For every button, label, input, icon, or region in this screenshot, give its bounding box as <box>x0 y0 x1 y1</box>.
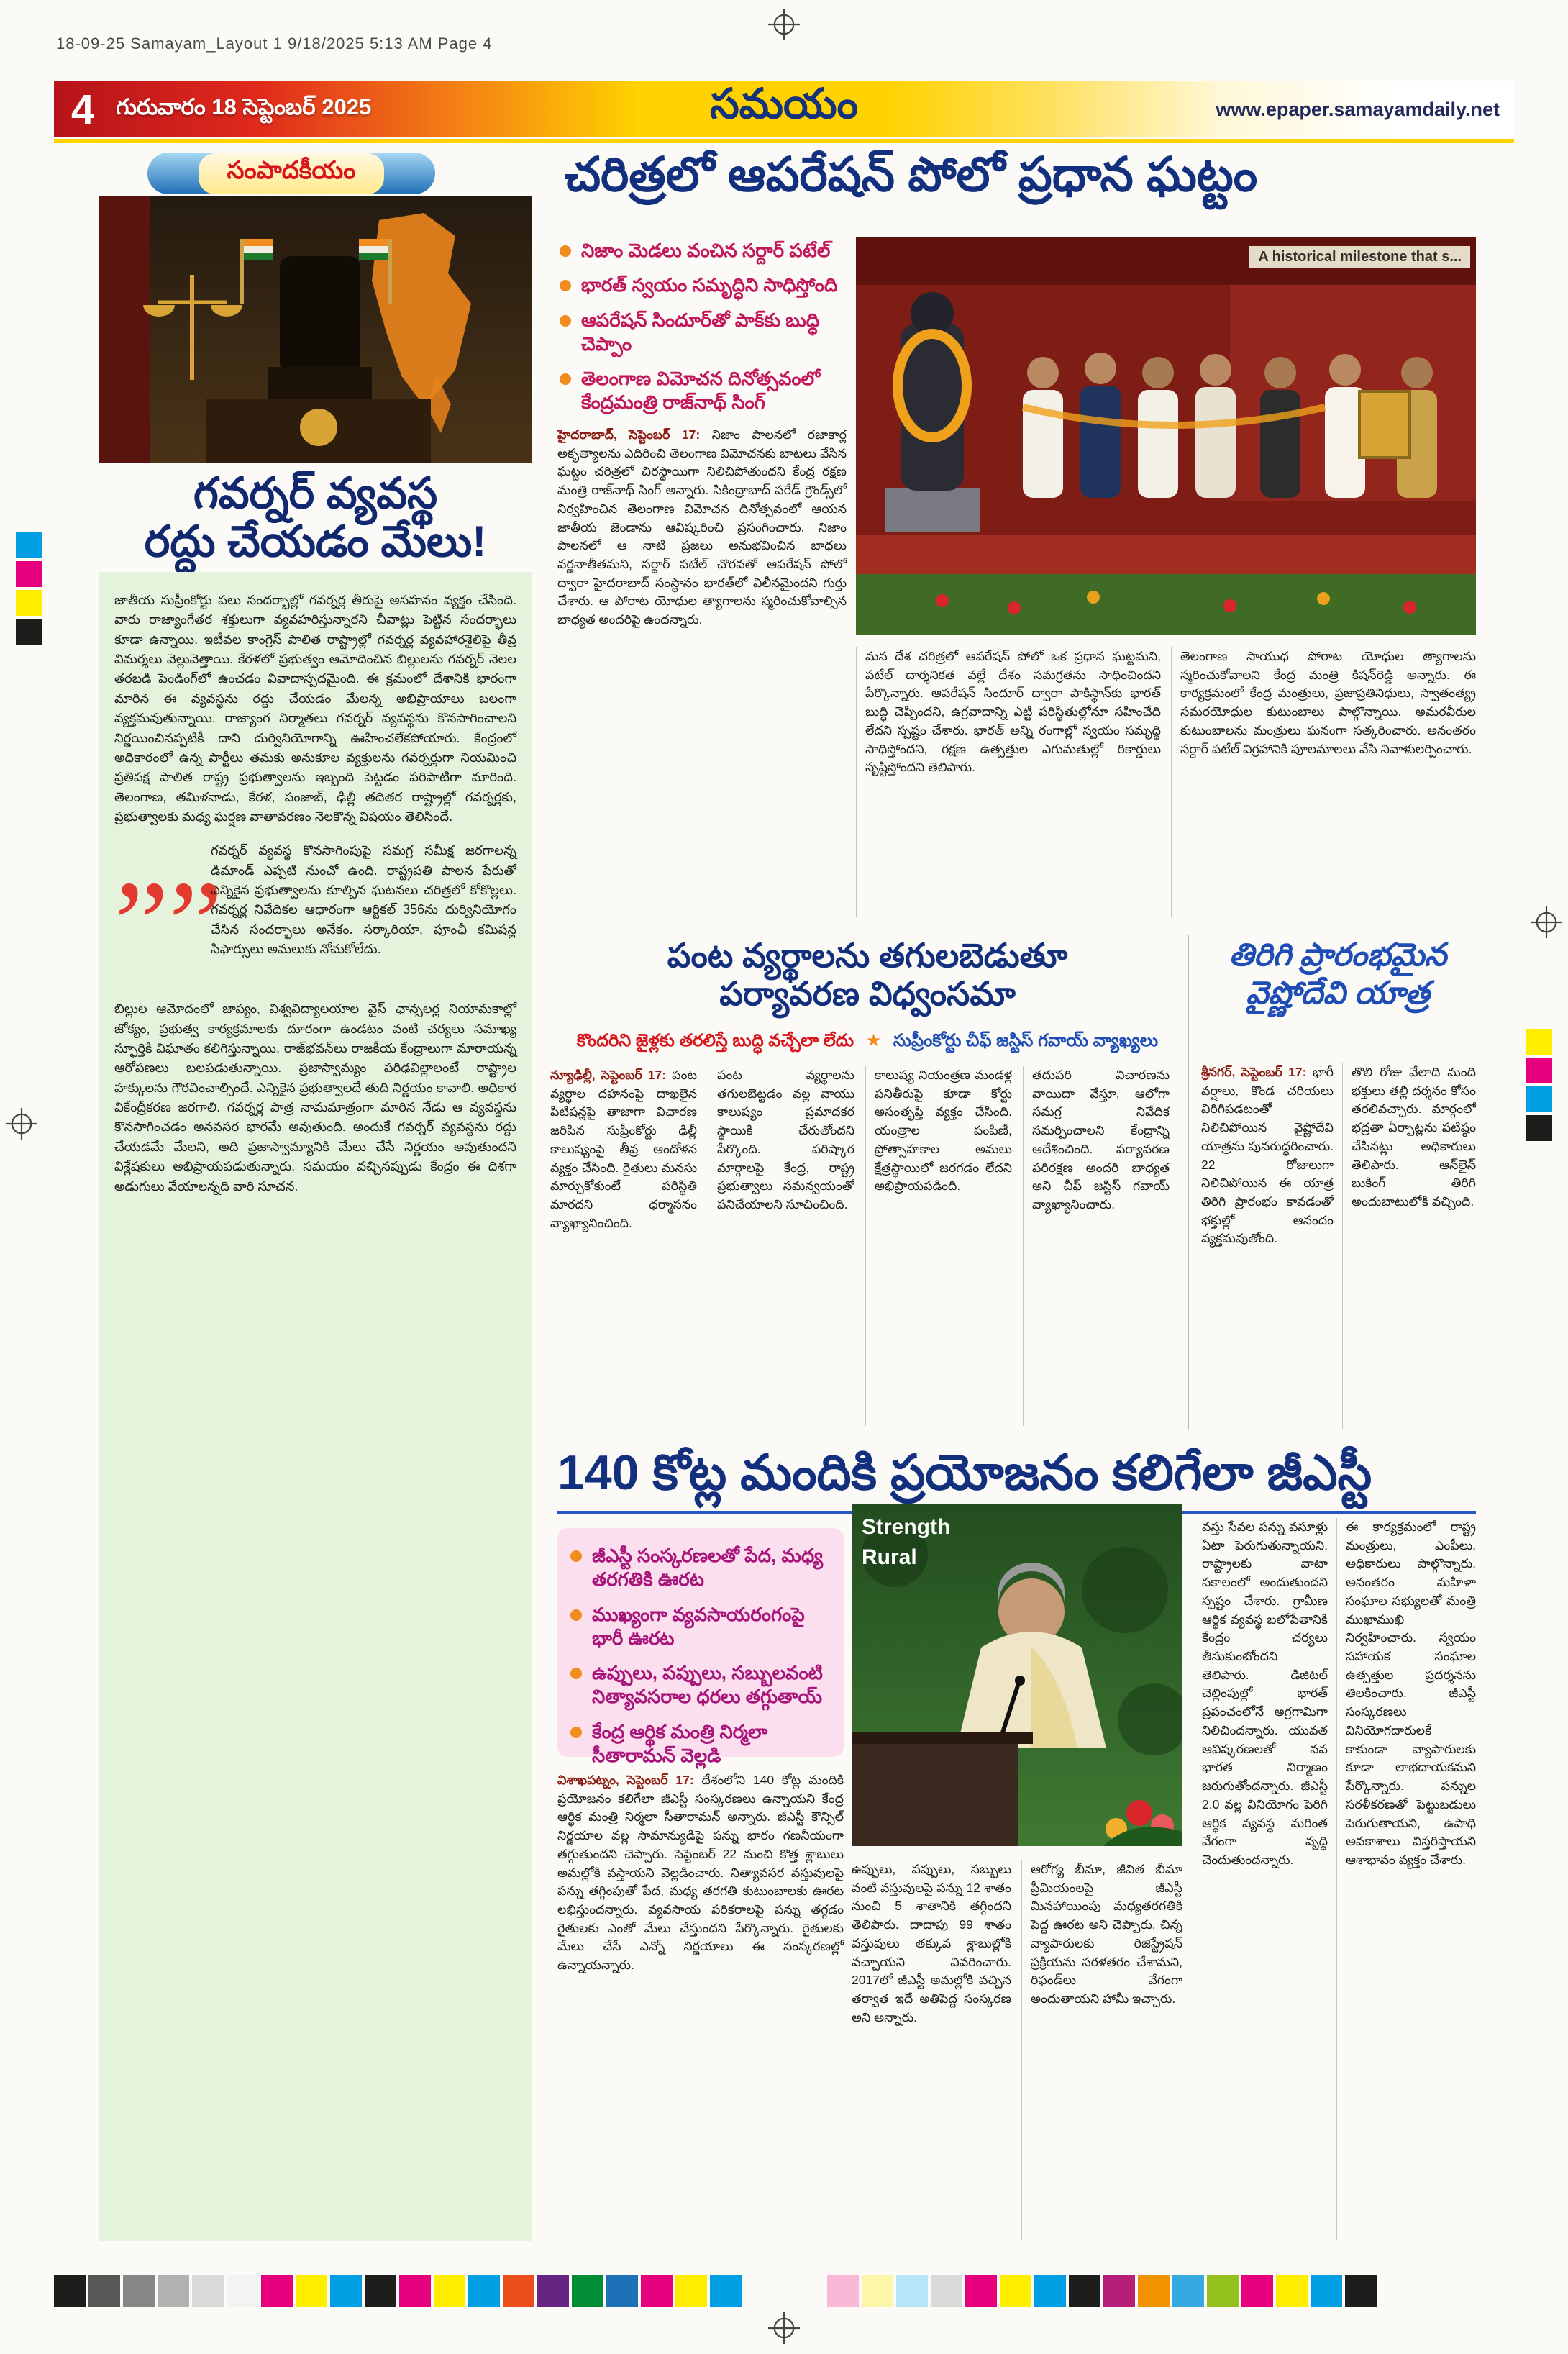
color-swatch <box>641 2275 673 2307</box>
color-swatch <box>537 2275 569 2307</box>
bullet-item <box>560 367 849 415</box>
color-swatch <box>1526 1115 1552 1141</box>
article-text: పంట వ్యర్థాలను తగులబెట్టడం వల్ల వాయు కాలుష్యం ప్రమాదకర స్థాయికి చేరుతోందని పేర్కొంది. పరిష్కార మార్గాలపై కేంద్ర, రాష్ట్ర ప్రభుత్వాలు సమన్వయంతో పనిచేయాలని సూచించింది. <box>717 1068 854 1212</box>
dateline: న్యూఢిల్లీ, సెప్టెంబర్ 17: <box>550 1068 667 1082</box>
edition-date: గురువారం 18 సెప్టెంబర్ 2025 <box>116 94 372 119</box>
color-swatch <box>606 2275 638 2307</box>
column-divider <box>1188 935 1189 1430</box>
color-swatch <box>827 2275 859 2307</box>
bullet-icon <box>570 1609 582 1621</box>
editorial-paragraph: గవర్నర్ వ్యవస్థ కొనసాగింపుపై సమగ్ర సమీక్ష జరగాలన్న డిమాండ్ ఎప్పటి నుంచో ఉంది. రాష్ట్రపతి పాలన పేరుతో ఎన్నికైన ప్రభుత్వాలను కూల్చిన ఘటనలు చరిత్రలో కోకొల్లలు. గవర్నర్ల నివేదికల ఆధారంగా ఆర్టికల్ 356ను దుర్వినియోగం చేసిన సందర్భాలు అనేకం. సర్కారియా, పూంఛీ కమిషన్ల సిఫార్సులు అమలుకు నోచుకోలేదు. <box>211 843 516 957</box>
gst-article-photo <box>852 1504 1182 1846</box>
article-text: తెలంగాణ సాయుధ పోరాట యోధుల త్యాగాలను స్మరించుకోవాలని కేంద్ర మంత్రి కిషన్‌రెడ్డి అన్నారు. ఈ కార్యక్రమంలో కేంద్ర మంత్రులు, ప్రజాప్రతినిధులు, స్వాతంత్య్ర సమరయోధుల కుటుంబాలు పాల్గొన్నాయి. అమరవీరుల కుటుంబాలను మంత్రులు ఘనంగా సత్కరించారు. అనంతరం సర్దార్ పటేల్ విగ్రహానికి పూలమాలలు వేసి నివాళులర్పించారు. <box>1180 649 1476 756</box>
star-icon: ★ <box>865 1031 882 1050</box>
article-text: తొలి రోజు వేలాది మంది భక్తులు తల్లి దర్శనం కోసం తరలివచ్చారు. మార్గంలో భద్రతా ఏర్పాట్లను పటిష్ఠం చేసినట్లు అధికారులు తెలిపారు. ఆన్‌లైన్ బుకింగ్ తిరిగి అందుబాటులోకి వచ్చింది. <box>1352 1065 1476 1209</box>
bullet-label: ఆపరేషన్ సిందూర్‌తో పాక్‌కు బుద్ధి చెప్పాం <box>581 309 820 355</box>
bullet-icon <box>560 315 571 327</box>
bottom-color-bar-right <box>827 2275 1377 2307</box>
editorial-badge-label: సంపాదకీయం <box>199 153 385 194</box>
lead-article-bullet-list <box>560 239 849 426</box>
color-swatch <box>572 2275 603 2307</box>
bullet-label: కేంద్ర ఆర్థిక మంత్రి నిర్మలా సీతారామన్ వెల్లడి <box>592 1720 768 1766</box>
article-text: దేశంలోని 140 కోట్ల మందికి ప్రయోజనం కలిగేలా జీఎస్టీ సంస్కరణలు ఉన్నాయని కేంద్ర ఆర్థిక మంత్రి నిర్మలా సీతారామన్ అన్నారు. జీఎస్టీ కౌన్సిల్ నిర్ణయాల వల్ల సామాన్యుడిపై పన్ను భారం గణనీయంగా తగ్గుతుందని చెప్పారు. సెప్టెంబర్ 22 నుంచి కొత్త శ్లాబులు అమల్లోకి వస్తాయని వెల్లడించారు. నిత్యావసర వస్తువులపై పన్ను తగ్గింపుతో పేద, మధ్య తరగతి కుటుంబాలకు ఊరట లభిస్తుందన్నారు. వ్యవసాయ పరికరాలపై పన్ను తగ్గడం రైతులకు ఎంతో మేలు చేస్తుందని పేర్కొన్నారు. రైతులకు మేలు చేసే ఎన్నో నిర్ణయాలు ఈ సంస్కరణల్లో ఉన్నాయన్నారు. <box>557 1773 844 1973</box>
color-swatch <box>1000 2275 1031 2307</box>
color-swatch <box>710 2275 742 2307</box>
registration-mark-top <box>768 9 800 40</box>
yatra-article-column-2 <box>1342 1063 1476 1429</box>
article-text: మన దేశ చరిత్రలో ఆపరేషన్ పోలో ఒక ప్రధాన ఘట్టమని, పటేల్ దార్శనికత వల్లే దేశం సమగ్రతను సాధించిందని పేర్కొన్నారు. ఆపరేషన్ సిందూర్ ద్వారా పాకిస్థాన్‌కు భారత్ బుద్ధి చెప్పిందని, ఉగ్రవాదాన్ని ఎట్టి పరిస్థితుల్లోనూ సహించేది లేదని స్పష్టం చేశారు. భారత్ అన్ని రంగాల్లో స్వయం సమృద్ధి సాధిస్తోందని, రక్షణ ఉత్పత్తుల ఎగుమతుల్లో రికార్డులు సృష్టిస్తోందని తెలిపారు. <box>865 649 1161 775</box>
bullet-icon <box>570 1668 582 1679</box>
editorial-paragraph: బిల్లుల ఆమోదంలో జాప్యం, విశ్వవిద్యాలయాల వైస్ ఛాన్సలర్ల నియామకాల్లో జోక్యం, ప్రభుత్వ కార్యక్రమాలకు దూరంగా ఉండటం వంటి చర్యలు సమాఖ్య స్ఫూర్తికి విఘాతం కలిగిస్తున్నాయి. రాజ్‌భవన్‌లు రాజకీయ కేంద్రాలుగా మారాయన్న ఆరోపణలు బలపడుతున్నాయి. ప్రజాస్వామ్యం పరిఢవిల్లాలంటే రాష్ట్రాల హక్కులను గౌరవించాల్సిందే. ఎన్నికైన ప్రభుత్వాలదే తుది నిర్ణయం కావాలి. అధికార వికేంద్రీకరణ జరగాలి. గవర్నర్ల పాత్ర నామమాత్రంగా మారిన నేడు ఆ వ్యవస్థను కొనసాగించడం అనవసర భారమే అవుతుంది. అందుకే గవర్నర్ వ్యవస్థను రద్దు చేయడమే మేలని, అది ప్రజాస్వామ్యానికి మేలు చేసే నిర్ణయం అవుతుందని విశ్లేషకులు అభిప్రాయపడుతున్నారు. సమయం వచ్చినప్పుడు కేంద్రం ఈ దిశగా అడుగులు వేయాలన్నది వారి సూచన. <box>114 1001 516 1194</box>
env-article-column-2 <box>708 1066 854 1426</box>
lead-article-headline: చరిత్రలో ఆపరేషన్ పోలో ప్రధాన ఘట్టం <box>565 147 1258 201</box>
bullet-icon <box>570 1550 582 1562</box>
env-article-column-4 <box>1023 1066 1170 1426</box>
gst-article-column-2 <box>852 1860 1011 2240</box>
bullet-label: జీఎస్టీ సంస్కరణలతో పేద, మధ్య తరగతికి ఊరట <box>592 1545 824 1591</box>
article-text: ఉప్పులు, పప్పులు, సబ్బులు వంటి వస్తువులపై పన్ను 12 శాతం నుంచి 5 శాతానికి తగ్గిందని తెలిపారు. దాదాపు 99 శాతం వస్తువులు తక్కువ శ్లాబుల్లోకి వచ్చాయని వివరించారు. 2017లో జీఎస్టీ అమల్లోకి వచ్చిన తర్వాత ఇదే అతిపెద్ద సంస్కరణ అని అన్నారు. <box>852 1862 1011 2024</box>
bullet-item <box>560 239 849 263</box>
color-swatch <box>296 2275 327 2307</box>
color-swatch <box>1526 1086 1552 1112</box>
article-text: భారీ వర్షాలు, కొండ చరియలు విరిగిపడటంతో నిలిచిపోయిన వైష్ణోదేవి యాత్రను పునరుద్ధరించారు. 22 రోజులుగా నిలిచిపోయిన ఈ యాత్ర తిరిగి ప్రారంభం కావడంతో భక్తుల్లో ఆనందం వ్యక్తమవుతోంది. <box>1201 1065 1334 1246</box>
color-swatch <box>1345 2275 1377 2307</box>
registration-mark-right <box>1531 906 1562 938</box>
side-color-bar-right <box>1526 1029 1552 1141</box>
color-swatch <box>1526 1029 1552 1055</box>
dateline: హైదరాబాద్, సెప్టెంబర్ 17: <box>557 427 701 442</box>
editorial-headline <box>99 469 532 565</box>
side-color-bar-left <box>16 532 42 645</box>
color-swatch <box>503 2275 534 2307</box>
gst-article-column-1 <box>557 1771 844 2240</box>
gst-article-headline: 140 కోట్ల మందికి ప్రయోజనం కలిగేలా జీఎస్టీ <box>557 1445 1372 1500</box>
env-article-column-3 <box>865 1066 1012 1426</box>
color-swatch <box>16 619 42 645</box>
color-swatch <box>88 2275 120 2307</box>
article-text: కాలుష్య నియంత్రణ మండళ్ల పనితీరుపై కూడా కోర్టు అసంతృప్తి వ్యక్తం చేసింది. యంత్రాల పంపిణీ, ప్రోత్సాహకాల అమలు క్షేత్రస్థాయిలో జరగడం లేదని అభిప్రాయపడింది. <box>875 1068 1012 1194</box>
color-swatch <box>931 2275 962 2307</box>
registration-mark-bottom <box>768 2312 800 2344</box>
color-swatch <box>1069 2275 1100 2307</box>
photo-overlay-text: A historical milestone that s... <box>1249 246 1470 268</box>
article-text: ఈ కార్యక్రమంలో రాష్ట్ర మంత్రులు, ఎంపీలు, అధికారులు పాల్గొన్నారు. అనంతరం మహిళా సంఘాల సభ్యులతో మంత్రి ముఖాముఖి నిర్వహించారు. స్వయం సహాయక సంఘాల ఉత్పత్తుల ప్రదర్శనను తిలకించారు. జీఎస్టీ సంస్కరణలు వినియోగదారులకే కాకుండా వ్యాపారులకు కూడా లాభదాయకమని పేర్కొన్నారు. పన్నుల సరళీకరణతో పెట్టుబడులు పెరుగుతాయని, ఉపాధి అవకాశాలు విస్తరిస్తాయని ఆశాభావం వ్యక్తం చేశారు. <box>1346 1519 1476 1867</box>
article-text: నిజాం పాలనలో రజాకార్ల అకృత్యాలను ఎదిరించి తెలంగాణ విమోచనకు బాటలు వేసిన ఘట్టం చరిత్రలో చిరస్థాయిగా నిలిచిపోతుందని కేంద్ర రక్షణ మంత్రి రాజ్‌నాథ్ సింగ్ అన్నారు. సికింద్రాబాద్ పరేడ్ గ్రౌండ్స్‌లో నిర్వహించిన తెలంగాణ విమోచన దినోత్సవంలో ఆయన జాతీయ జెండాను ఆవిష్కరించి ప్రసంగించారు. నిజాం పాలనలో ఆ నాటి ప్రజలు అనుభవించిన బాధలు వర్ణనాతీతమని, సర్దార్ పటేల్ చొరవతో ఆపరేషన్ పోలో ద్వారా హైదరాబాద్ సంస్థానం భారత్‌లో విలీనమైందని గుర్తు చేశారు. ఆ పోరాట యోధుల త్యాగాలను స్మరించుకోవాల్సిన బాధ్యత అందరిపై ఉందన్నారు. <box>557 427 847 627</box>
color-swatch <box>1034 2275 1066 2307</box>
masthead-title: సమయం <box>709 81 859 127</box>
color-swatch <box>434 2275 465 2307</box>
article-text: ఆరోగ్య బీమా, జీవిత బీమా ప్రీమియంలపై జీఎస్టీ మినహాయింపు మధ్యతరగతికి పెద్ద ఊరట అని చెప్పారు. చిన్న వ్యాపారులకు రిజిస్ట్రేషన్ ప్రక్రియను సరళతరం చేశామని, రిఫండ్‌లు వేగంగా అందుతాయని హామీ ఇచ్చారు. <box>1031 1862 1182 2007</box>
bullet-label: భారత్ స్వయం సమృద్ధిని సాధిస్తోంది <box>581 274 838 296</box>
color-swatch <box>16 590 42 616</box>
env-headline-line1: పంట వ్యర్థాలను తగులబెడుతూ <box>667 937 1068 974</box>
print-info-line: 18-09-25 Samayam_Layout 1 9/18/2025 5:13 AM Page 4 <box>56 35 493 53</box>
env-article-subhead <box>550 1030 1185 1055</box>
masthead-bar <box>54 81 1514 137</box>
color-swatch <box>1207 2275 1239 2307</box>
color-swatch <box>330 2275 362 2307</box>
gst-article-bullet-list <box>557 1528 844 1766</box>
color-swatch <box>1276 2275 1308 2307</box>
color-swatch <box>896 2275 928 2307</box>
color-swatch <box>192 2275 224 2307</box>
gst-article-column-4 <box>1193 1518 1328 2240</box>
editorial-body <box>99 572 532 2241</box>
editorial-quote-row <box>114 841 516 992</box>
editorial-illustration <box>99 196 532 463</box>
color-swatch <box>123 2275 155 2307</box>
article-text: తదుపరి విచారణను వాయిదా వేస్తూ, ఆలోగా సమగ్ర నివేదిక సమర్పించాలని కేంద్రాన్ని ఆదేశించింది. పర్యావరణ పరిరక్షణ అందరి బాధ్యత అని చీఫ్ జస్టిస్ గవాయ్ వ్యాఖ్యానించారు. <box>1032 1068 1170 1212</box>
color-swatch <box>365 2275 396 2307</box>
bullet-label: నిజాం మెడలు వంచిన సర్దార్ పటేల్ <box>581 240 831 261</box>
editorial-headline-line1: గవర్నర్ వ్యవస్థ <box>193 469 438 517</box>
bullet-icon <box>560 373 571 385</box>
color-swatch <box>16 532 42 558</box>
dateline: శ్రీనగర్, సెప్టెంబర్ 17: <box>1201 1065 1307 1079</box>
env-headline-line2: పర్యావరణ విధ్వంసమా <box>719 974 1016 1012</box>
photo-banner-line1: Strength <box>862 1515 951 1539</box>
color-swatch <box>158 2275 189 2307</box>
bullet-item <box>560 273 849 297</box>
color-swatch <box>54 2275 86 2307</box>
bullet-item <box>570 1661 831 1709</box>
header-rule <box>54 139 1514 143</box>
bullet-label: ముఖ్యంగా వ్యవసాయరంగంపై భారీ ఊరట <box>592 1603 805 1649</box>
color-swatch <box>675 2275 707 2307</box>
bullet-icon <box>560 245 571 257</box>
bullet-item <box>570 1603 831 1651</box>
color-swatch <box>1138 2275 1170 2307</box>
lead-article-column-2 <box>856 647 1161 917</box>
bullet-item <box>570 1544 831 1592</box>
subhead-left: కొందరిని జైళ్లకు తరలిస్తే బుద్ధి వచ్చేలా లేదు <box>576 1031 854 1050</box>
bullet-icon <box>570 1727 582 1738</box>
color-swatch <box>1311 2275 1342 2307</box>
registration-mark-left <box>6 1108 37 1140</box>
website-url: www.epaper.samayamdaily.net <box>1216 98 1500 120</box>
color-swatch <box>261 2275 293 2307</box>
color-swatch <box>862 2275 893 2307</box>
env-article-column-1 <box>550 1066 697 1426</box>
color-swatch <box>227 2275 258 2307</box>
color-swatch <box>965 2275 997 2307</box>
color-swatch <box>1241 2275 1273 2307</box>
bullet-item <box>560 309 849 357</box>
subhead-right: సుప్రీంకోర్టు చీఫ్ జస్టిస్ గవాయ్ వ్యాఖ్యలు <box>893 1031 1159 1050</box>
color-swatch <box>399 2275 431 2307</box>
bullet-label: ఉప్పులు, పప్పులు, సబ్బులవంటి నిత్యావసరాల ధరలు తగ్గుతాయ్ <box>592 1662 823 1708</box>
lead-article-photo <box>856 237 1476 635</box>
bullet-item <box>570 1720 831 1768</box>
photo-banner-line2: Rural <box>862 1545 917 1569</box>
article-text: పంట వ్యర్థాల దహనంపై దాఖలైన పిటిషన్లపై తాజాగా విచారణ జరిపిన సుప్రీంకోర్టు ఢిల్లీ కాలుష్యంపై తీవ్ర ఆందోళన వ్యక్తం చేసింది. రైతులు మనసు మార్చుకోకుంటే పరిస్థితి మారదని ధర్మాసనం వ్యాఖ్యానించింది. <box>550 1068 697 1230</box>
page-number: 4 <box>71 86 95 133</box>
color-swatch <box>1172 2275 1204 2307</box>
dateline: విశాఖపట్నం, సెప్టెంబర్ 17: <box>557 1773 694 1787</box>
bottom-color-bar-left <box>54 2275 742 2307</box>
env-article-headline <box>550 937 1185 1013</box>
yatra-article-column-1 <box>1201 1063 1334 1429</box>
lead-article-column-1 <box>557 426 847 919</box>
lead-article-column-3 <box>1171 647 1476 917</box>
pull-quote-icon: ”” <box>114 856 223 992</box>
editorial-badge <box>147 153 435 194</box>
gst-article-column-3 <box>1021 1860 1182 2240</box>
editorial-headline-line2: రద్దు చేయడం మేలు! <box>144 517 487 566</box>
editorial-paragraph: జాతీయ సుప్రీంకోర్టు పలు సందర్భాల్లో గవర్నర్ల తీరుపై అసహనం వ్యక్తం చేసింది. వారు రాజ్యాంగేతర శక్తులుగా వ్యవహరిస్తున్నారని చీవాట్లు పెట్టిన సందర్భాలు కూడా ఉన్నాయి. ఇటీవల కాంగ్రెస్ పాలిత రాష్ట్రాల్లో గవర్నర్ల వ్యవహారశైలిపై తీవ్ర విమర్శలు వెల్లువెత్తాయి. కేరళలో ప్రభుత్వం ఆమోదించిన బిల్లులను గవర్నర్ నెలల తరబడి పెండింగ్‌లో ఉంచడం వివాదాస్పదమైంది. ఈ క్రమంలో దేశానికి భారంగా మారిన ఈ వ్యవస్థను రద్దు చేయడం మేలన్న అభిప్రాయాలు బలంగా వ్యక్తమవుతున్నాయి. రాజ్యాంగ నిర్మాతలు గవర్నర్ వ్యవస్థను కొనసాగించాలని నిర్ణయించినప్పటికీ దాని దుర్వినియోగాన్ని ఊహించలేకపోయారు. కేంద్రంలో అధికారంలో ఉన్న పార్టీలు తమకు అనుకూల వ్యక్తులను గవర్నర్లుగా నియమించి ప్రతిపక్ష పాలిత రాష్ట్ర ప్రభుత్వాలను ఇబ్బంది పెట్టడం పరిపాటిగా మారింది. తెలంగాణ, తమిళనాడు, కేరళ, పంజాబ్, ఢిల్లీ తదితర రాష్ట్రాల్లో గవర్నర్లకు, ప్రభుత్వాలకు మధ్య ఘర్షణ వాతావరణం నెలకొన్న విషయం తెలిసిందే. <box>114 593 516 824</box>
bullet-label: తెలంగాణ విమోచన దినోత్సవంలో కేంద్రమంత్రి రాజ్‌నాథ్ సింగ్ <box>581 368 821 414</box>
color-swatch <box>1526 1058 1552 1083</box>
gst-article-column-5 <box>1336 1518 1476 2240</box>
color-swatch <box>1103 2275 1135 2307</box>
bullet-icon <box>560 280 571 291</box>
yatra-article-headline: తిరిగి ప్రారంభమైన వైష్ణోదేవి యాత్ర <box>1229 937 1447 1011</box>
article-text: వస్తు సేవల పన్ను వసూళ్లు ఏటా పెరుగుతున్నాయని, రాష్ట్రాలకు వాటా సకాలంలో అందుతుందని స్పష్టం చేశారు. గ్రామీణ ఆర్థిక వ్యవస్థ బలోపేతానికి కేంద్రం చర్యలు తీసుకుంటోందని తెలిపారు. డిజిటల్ చెల్లింపుల్లో భారత్ ప్రపంచంలోనే అగ్రగామిగా నిలిచిందన్నారు. యువత ఆవిష్కరణలతో నవ భారత నిర్మాణం జరుగుతోందన్నారు. జీఎస్టీ 2.0 వల్ల వినియోగం పెరిగి ఆర్థిక వ్యవస్థ మరింత వేగంగా వృద్ధి చెందుతుందన్నారు. <box>1202 1519 1328 1867</box>
color-swatch <box>468 2275 500 2307</box>
color-swatch <box>16 561 42 587</box>
